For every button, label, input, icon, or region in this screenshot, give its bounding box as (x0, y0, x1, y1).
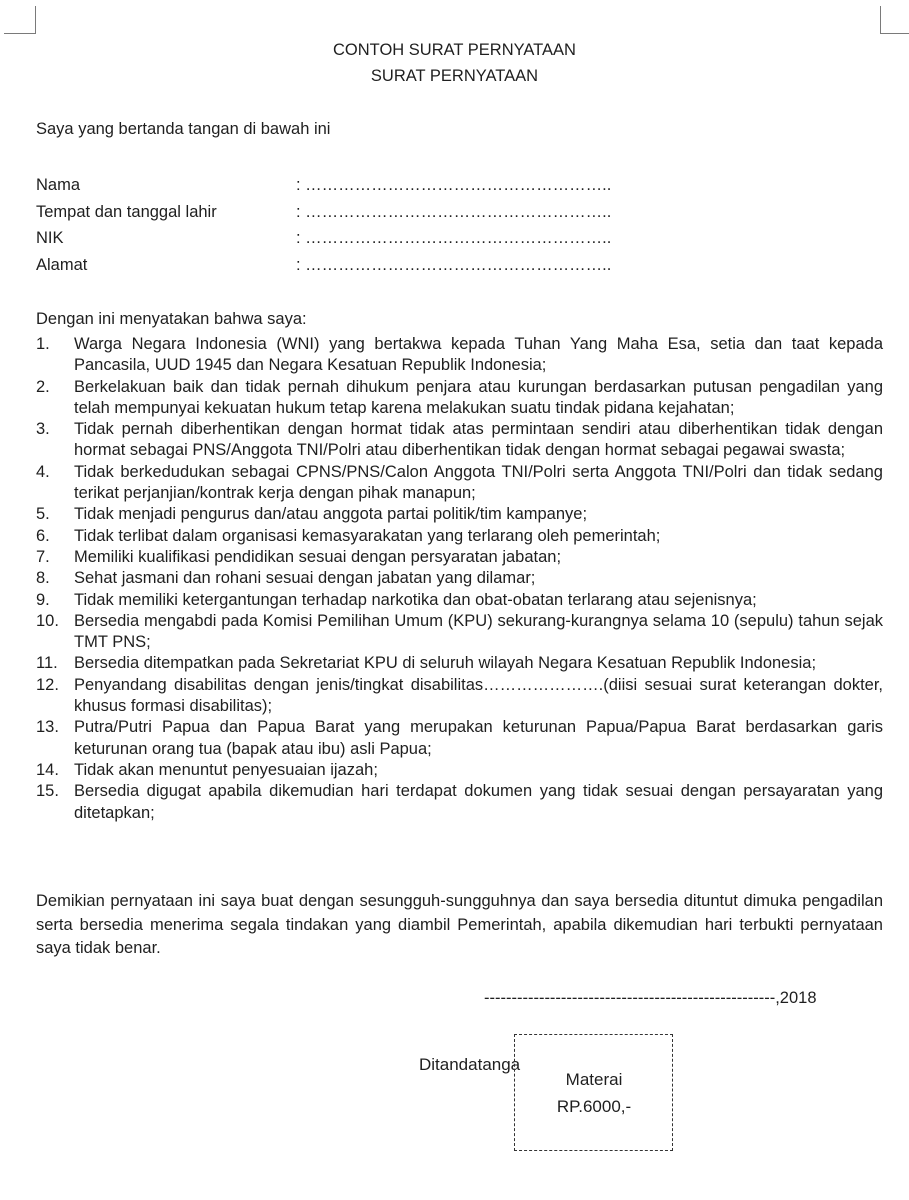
list-item-number: 11. (36, 654, 58, 673)
intro-text: Saya yang bertanda tangan di bawah ini (36, 120, 331, 138)
list-item-text: Penyandang disabilitas dengan jenis/tingkat disabilitas………………….(diisi sesuai surat keterangan dokter, khusus formasi disabilitas); (74, 675, 883, 716)
list-item (36, 526, 883, 547)
statement-list (36, 334, 883, 824)
list-item-text: Tidak memiliki ketergantungan terhadap narkotika dan obat-obatan terlarang atau sejenisnya; (74, 590, 757, 609)
list-item (36, 568, 883, 589)
field-value: : ……………………………………………….. (296, 229, 612, 248)
date-line: -----------------------------------------------------,2018 (484, 989, 817, 1007)
page-corner-mark-top-left (4, 6, 36, 34)
closing-paragraph: Demikian pernyataan ini saya buat dengan sesungguh-sungguhnya dan saya bersedia dituntut dimuka pengadilan serta bersedia menerima segala tindakan yang diambil Pemerintah, apabila dikemudian hari terbukti pernyataan saya tidak benar. (36, 892, 883, 957)
list-item (36, 760, 883, 781)
list-item (36, 611, 883, 654)
list-item-number: 13. (36, 718, 59, 737)
list-item-number: 10. (36, 611, 59, 630)
list-item-number: 9. (36, 590, 50, 609)
list-item (36, 717, 883, 760)
list-item-number: 15. (36, 782, 59, 801)
list-item-text: Putra/Putri Papua dan Papua Barat yang merupakan keturunan Papua/Papua Barat berdasarkan garis keturunan orang tua (bapak atau ibu) asli Papua; (74, 718, 883, 758)
field-row-nama (36, 174, 611, 201)
stamp-label: Materai (565, 1070, 623, 1089)
stamp-amount: RP.6000,- (556, 1097, 632, 1116)
list-item-number: 6. (36, 526, 50, 545)
list-item-number: 12. (36, 675, 59, 694)
field-value: : ……………………………………………….. (296, 256, 612, 275)
list-item (36, 590, 883, 611)
list-item (36, 462, 883, 505)
document-subtitle: SURAT PERNYATAAN (370, 67, 539, 85)
list-item-text: Sehat jasmani dan rohani sesuai dengan jabatan yang dilamar; (74, 569, 536, 588)
field-row-alamat (36, 254, 611, 281)
list-item (36, 377, 883, 420)
list-item-text: Berkelakuan baik dan tidak pernah dihukum penjara atau kurungan berdasarkan putusan pengadilan yang telah mempunyai kekuatan hukum tetap karena melakukan suatu tindak pidana kejahatan; (74, 377, 883, 417)
list-item-text: Tidak akan menuntut penyesuaian ijazah; (74, 760, 378, 779)
list-item-text: Tidak menjadi pengurus dan/atau anggota partai politik/tim kampanye; (74, 505, 588, 524)
field-label: Tempat dan tanggal lahir (36, 202, 217, 221)
list-item-text: Bersedia mengabdi pada Komisi Pemilihan Umum (KPU) sekurang-kurangnya selama 10 (sepulu) tahun sejak TMT PNS; (74, 611, 883, 652)
field-value: : ……………………………………………….. (296, 202, 612, 221)
statement-lead: Dengan ini menyatakan bahwa saya: (36, 310, 307, 328)
list-item-text: Tidak berkedudukan sebagai CPNS/PNS/Calon Anggota TNI/Polri serta Anggota TNI/Polri dan tidak sedang terikat perjanjian/kontrak kerja dengan pihak manapun; (74, 462, 883, 503)
list-item-number: 5. (36, 505, 50, 524)
list-item (36, 334, 883, 377)
page-corner-mark-top-right (880, 6, 909, 34)
list-item (36, 653, 883, 674)
document-title: CONTOH SURAT PERNYATAAN (333, 41, 576, 59)
field-row-tempat-tanggal-lahir (36, 201, 611, 228)
list-item-text: Bersedia ditempatkan pada Sekretariat KPU di seluruh wilayah Negara Kesatuan Republik Indonesia; (74, 654, 817, 673)
list-item (36, 781, 883, 824)
field-label: NIK (36, 229, 64, 248)
list-item-number: 3. (36, 420, 50, 439)
list-item-text: Warga Negara Indonesia (WNI) yang bertakwa kepada Tuhan Yang Maha Esa, setia dan taat kepada Pancasila, UUD 1945 dan Negara Kesatuan Republik Indonesia; (74, 335, 883, 375)
field-row-nik (36, 227, 611, 254)
field-value: : ……………………………………………….. (296, 176, 612, 194)
list-item (36, 419, 883, 462)
list-item-number: 14. (36, 760, 59, 779)
list-item-number: 1. (36, 335, 50, 353)
signed-label: Ditandatanga (419, 1055, 521, 1074)
list-item-number: 7. (36, 547, 50, 566)
list-item (36, 504, 883, 525)
identity-fields (36, 174, 611, 281)
list-item-number: 4. (36, 462, 50, 481)
list-item (36, 547, 883, 568)
list-item-text: Memiliki kualifikasi pendidikan sesuai dengan persyaratan jabatan; (74, 547, 562, 566)
list-item-number: 2. (36, 377, 50, 396)
field-label: Nama (36, 176, 81, 194)
list-item-text: Tidak pernah diberhentikan dengan hormat tidak atas permintaan sendiri atau diberhentikan tidak dengan hormat sebagai PNS/Anggota TNI/Polri atau diberhentikan tidak dengan hormat sebagai pegawai swasta; (74, 420, 883, 460)
list-item (36, 675, 883, 718)
list-item-number: 8. (36, 569, 50, 588)
list-item-text: Bersedia digugat apabila dikemudian hari terdapat dokumen yang tidak sesuai dengan persayaratan yang ditetapkan; (74, 782, 883, 822)
stamp-box (514, 1034, 673, 1151)
list-item-text: Tidak terlibat dalam organisasi kemasyarakatan yang terlarang oleh pemerintah; (74, 526, 661, 545)
field-label: Alamat (36, 256, 88, 275)
